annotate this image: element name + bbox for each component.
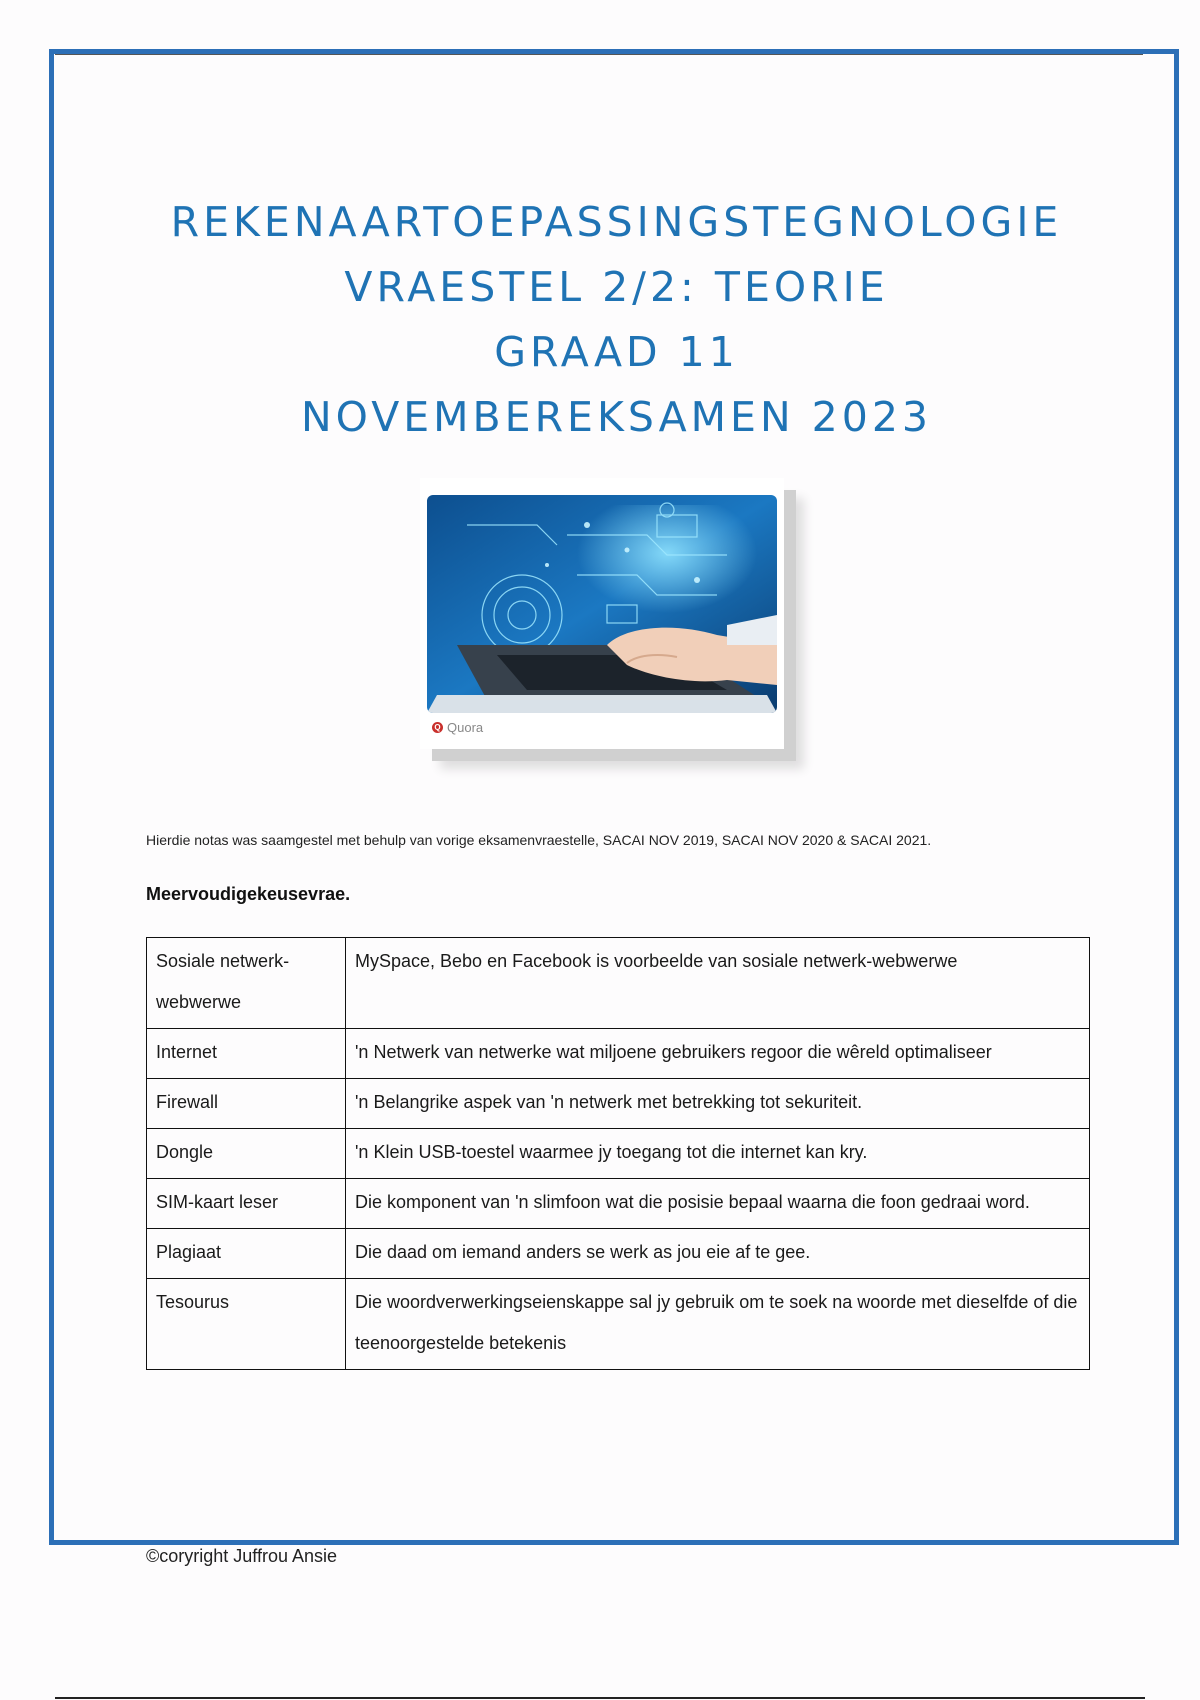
term-text: Dongle — [156, 1142, 214, 1162]
table-row — [147, 1029, 1090, 1079]
laptop-tech-photo — [427, 495, 777, 713]
table-row — [147, 1079, 1090, 1129]
term-text: Plagiaat — [156, 1242, 222, 1262]
title-line-paper: VRAESTEL 2/2: TEORIE — [344, 263, 889, 311]
term-text: Tesourus — [156, 1292, 230, 1312]
term-cell — [147, 1029, 346, 1079]
term-text: SIM-kaart leser — [156, 1192, 279, 1212]
photo-caption — [432, 720, 483, 735]
table-row — [147, 1279, 1090, 1370]
definition-text: Die woordverwerkingseienskappe sal jy gebruik om te soek na woorde met dieselfde of die teenoorgestelde betekenis — [355, 1292, 1078, 1353]
term-cell — [147, 1129, 346, 1179]
table-row — [147, 1229, 1090, 1279]
terms-table — [146, 937, 1090, 1370]
definition-cell — [346, 1029, 1090, 1079]
definition-cell — [346, 1129, 1090, 1179]
term-text: Firewall — [156, 1092, 219, 1112]
bottom-rule — [55, 1697, 1145, 1699]
definition-text: MySpace, Bebo en Facebook is voorbeelde van sosiale netwerk-webwerwe — [355, 951, 958, 971]
term-cell — [147, 1079, 346, 1129]
definition-text: Die daad om iemand anders se werk as jou eie af te gee. — [355, 1242, 811, 1262]
title-line-exam: NOVEMBEREKSAMEN 2023 — [300, 393, 933, 441]
document-title — [0, 190, 1200, 450]
term-text: Internet — [156, 1042, 218, 1062]
title-line-subject: REKENAARTOEPASSINGSTEGNOLOGIE — [170, 198, 1063, 246]
term-cell — [147, 1179, 346, 1229]
table-row — [147, 1129, 1090, 1179]
definition-cell — [346, 938, 1090, 1029]
definition-cell — [346, 1079, 1090, 1129]
section-heading: Meervoudigekeusevrae. — [146, 884, 351, 904]
definition-text: 'n Netwerk van netwerke wat miljoene gebruikers regoor die wêreld optimaliseer — [355, 1042, 992, 1062]
term-cell — [147, 938, 346, 1029]
definition-cell — [346, 1179, 1090, 1229]
title-line-grade: GRAAD 11 — [494, 328, 739, 376]
source-note: Hierdie notas was saamgestel met behulp van vorige eksamenvraestelle, SACAI NOV 2019, SACAI NOV 2020 & SACAI 2021. — [146, 832, 932, 848]
term-text: Sosiale netwerk-webwerwe — [156, 951, 290, 1012]
definition-cell — [346, 1229, 1090, 1279]
term-cell — [147, 1279, 346, 1370]
top-rule — [55, 54, 1143, 55]
definition-text: 'n Klein USB-toestel waarmee jy toegang tot die internet kan kry. — [355, 1142, 868, 1162]
definition-text: 'n Belangrike aspek van 'n netwerk met betrekking tot sekuriteit. — [355, 1092, 863, 1112]
definition-text: Die komponent van 'n slimfoon wat die posisie bepaal waarna die foon gedraai word. — [355, 1192, 1030, 1212]
table-row — [147, 938, 1090, 1029]
copyright-text: ©coryright Juffrou Ansie — [146, 1546, 338, 1566]
definition-cell — [346, 1279, 1090, 1370]
photo-caption-text: Quora — [447, 720, 484, 735]
laptop-photo-card — [420, 478, 784, 749]
quora-icon: Q — [432, 722, 443, 733]
table-row — [147, 1179, 1090, 1229]
term-cell — [147, 1229, 346, 1279]
